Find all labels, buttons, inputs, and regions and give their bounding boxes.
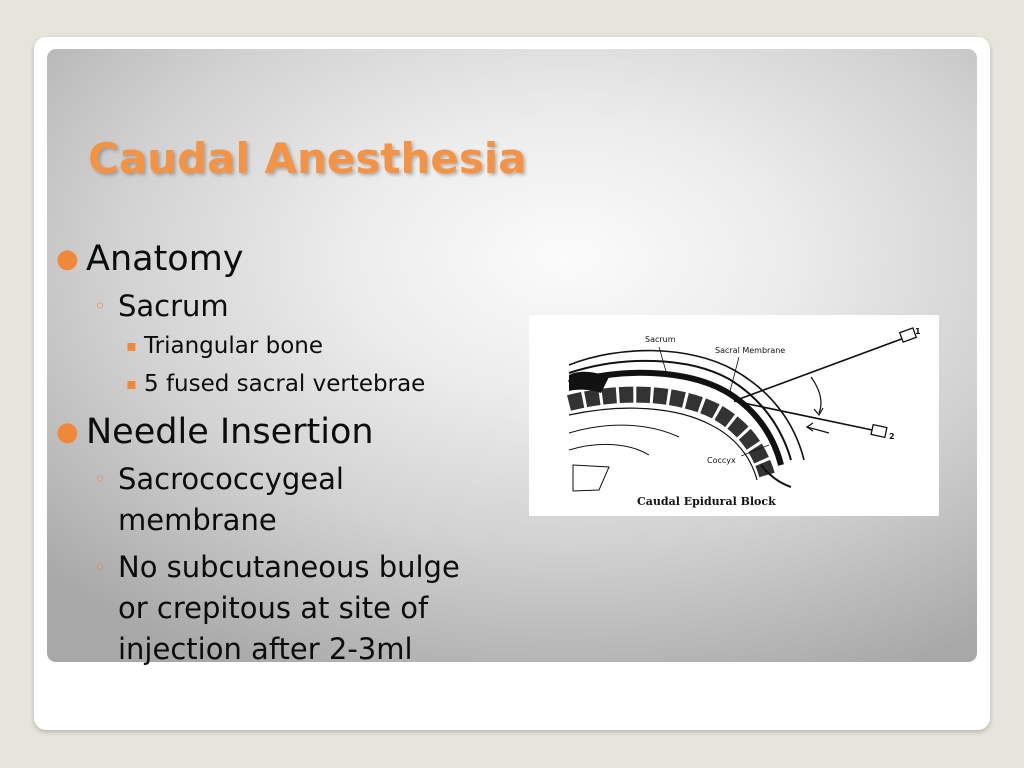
bullet-text-line: injection after 2-3ml — [118, 632, 413, 666]
sub-sub-bullet-triangular-bone — [56, 327, 546, 365]
bullet-small-dot-icon: ▪ — [126, 374, 137, 393]
bullet-text: Triangular bone — [144, 333, 324, 359]
bullet-text: Sacrum — [118, 289, 229, 323]
needle-1-hub — [900, 328, 917, 342]
bullet-text: Needle Insertion — [86, 412, 374, 452]
bullet-text: Anatomy — [86, 239, 244, 279]
sub-bullet-sacrum — [56, 286, 546, 327]
figure-caption: Caudal Epidural Block — [637, 495, 776, 508]
bullet-text-line: No subcutaneous bulge — [118, 550, 460, 584]
sacral-vertebrae — [569, 395, 767, 475]
sub-sub-bullet-fused-vertebrae — [56, 365, 546, 403]
bullet-circle-icon: ◦ — [94, 555, 106, 579]
rotation-arrow — [811, 377, 821, 413]
caudal-epidural-figure — [529, 315, 939, 516]
caudal-block-diagram — [529, 315, 939, 516]
rotation-arrowhead — [814, 408, 823, 415]
sub-bullet-no-subcutaneous-bulge — [56, 547, 546, 670]
bullet-needle-insertion — [56, 409, 546, 455]
bullet-text-line: membrane — [118, 503, 277, 537]
ligament-line — [569, 425, 679, 437]
bullet-small-dot-icon: ▪ — [126, 336, 137, 355]
advance-arrow — [807, 427, 829, 433]
sub-bullet-sacrococcygeal-membrane — [56, 459, 546, 541]
membrane-leader — [729, 357, 739, 395]
bullet-text-line: Sacrococcygeal — [118, 462, 344, 496]
needle-2-label: 2 — [889, 432, 895, 441]
advance-arrowhead — [807, 423, 813, 431]
bullet-list — [56, 236, 546, 670]
sacral-membrane-label: Sacral Membrane — [715, 346, 786, 355]
pelvic-bone — [573, 465, 609, 491]
bullet-circle-icon: ◦ — [94, 294, 106, 318]
bullet-dot-icon: ● — [56, 417, 79, 447]
needle-1-label: 1 — [915, 327, 921, 336]
bullet-text-line: or crepitous at site of — [118, 591, 429, 625]
ligament-line — [569, 444, 649, 455]
needle-2-hub — [871, 425, 887, 438]
bullet-text: 5 fused sacral vertebrae — [144, 371, 426, 397]
coccyx-label: Coccyx — [707, 456, 736, 465]
sacrum-label: Sacrum — [645, 335, 676, 344]
bullet-anatomy — [56, 236, 546, 282]
bullet-circle-icon: ◦ — [94, 467, 106, 491]
bullet-dot-icon: ● — [56, 244, 79, 274]
slide-title: Caudal Anesthesia — [88, 134, 527, 183]
